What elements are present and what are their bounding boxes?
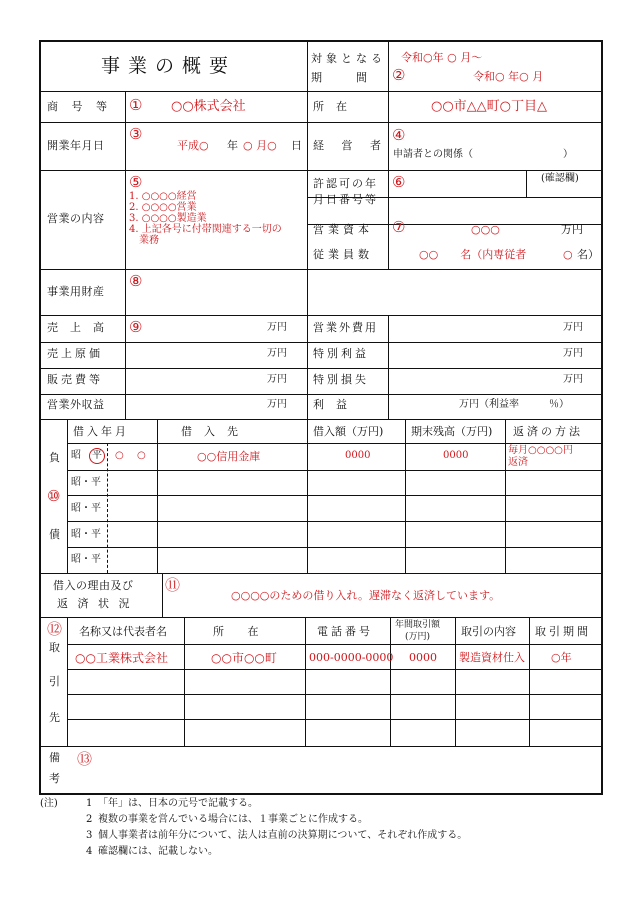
business-item: 1. ○○○○経営: [129, 191, 197, 202]
profit-unit: 万円（利益率 ％）: [459, 399, 569, 410]
debt-lender: ○○信用金庫: [197, 450, 261, 463]
period-to: 令和○ 年○ 月: [473, 70, 544, 83]
debt-month: ○: [115, 450, 124, 461]
capital-label: 営業資本: [313, 223, 373, 236]
extraordinary-loss-unit: 万円: [563, 374, 583, 385]
location-value: ○○市△△町○丁目△: [431, 99, 548, 114]
partners-header-phone: 電話番号: [317, 625, 373, 638]
capital-value: ○○○: [471, 223, 500, 236]
business-property-num: ⑧: [129, 272, 143, 290]
period-from: 令和○年 ○ 月～: [401, 51, 483, 64]
opening-date-label: 開業年月日: [47, 139, 105, 152]
confirm-column-label: (確認欄): [541, 173, 579, 184]
partners-side-label: 先: [49, 711, 61, 724]
remarks-label: 備: [49, 751, 61, 764]
partners-header-period: 取引期間: [535, 625, 591, 638]
partners-num: ⑫: [47, 620, 63, 638]
period-label-2: 期 間: [311, 71, 371, 84]
business-content-label: 営業の内容: [47, 212, 105, 225]
partners-header-annual-unit: (万円): [405, 632, 431, 642]
opening-date-day: 日: [291, 139, 302, 152]
opening-date-era: 平成○: [177, 139, 209, 152]
trade-name-label: 商 号 等: [47, 100, 112, 113]
note-number: 4: [86, 846, 93, 857]
employees-unit: 名）: [577, 248, 599, 261]
note-text: 複数の事業を営んでいる場合には、１事業ごとに作成する。: [98, 814, 368, 825]
opening-date-month: ○ 月○: [243, 139, 277, 152]
manager-relation: 申請者との関係（ ）: [393, 149, 573, 160]
extraordinary-gain-label: 特別利益: [313, 347, 369, 360]
license-label: 許認可の年: [313, 177, 378, 190]
debt-header-amount: 借入額（万円): [313, 425, 384, 438]
cost-of-sales-label: 売上原価: [47, 347, 103, 360]
borrowing-reason-label: 借入の理由及び: [53, 579, 134, 592]
borrowing-reason-label-2: 返 済 状 況: [57, 597, 133, 610]
note-text: 「年」は、日本の元号で記載する。: [98, 798, 258, 809]
debt-method: 毎月○○○○円: [508, 445, 573, 456]
partners-side-label: 引: [49, 675, 61, 688]
non-operating-expense-label: 営業外費用: [313, 321, 378, 334]
trade-name-num: ①: [129, 96, 143, 114]
debt-era-empty: 昭・平: [71, 477, 101, 488]
partner-location: ○○市○○町: [211, 651, 277, 665]
note-number: 3: [86, 830, 93, 841]
debt-era-showa: 昭: [71, 450, 81, 461]
employees-dedicated: ○: [563, 248, 573, 261]
debt-header-balance: 期末残高（万円): [411, 425, 493, 438]
note-text: 確認欄には、記載しない。: [98, 846, 218, 857]
debt-header-method: 返済の方法: [513, 425, 583, 438]
debt-side-label: 負: [49, 451, 61, 464]
debt-header-date: 借入年月: [73, 425, 129, 438]
debt-num: ⑩: [47, 487, 61, 505]
selling-expenses-label: 販売費等: [47, 373, 103, 386]
partner-annual-amount: 0000: [409, 651, 437, 664]
extraordinary-loss-label: 特別損失: [313, 373, 369, 386]
business-item: 2. ○○○○営業: [129, 202, 197, 213]
debt-era-empty: 昭・平: [71, 503, 101, 514]
extraordinary-gain-unit: 万円: [563, 348, 583, 359]
business-overview-form: [39, 40, 603, 795]
cost-of-sales-unit: 万円: [267, 348, 287, 359]
business-item: 3. ○○○○製造業: [129, 213, 207, 224]
profit-label: 利 益: [313, 398, 348, 411]
business-item: 業務: [139, 235, 159, 246]
opening-date-num: ③: [129, 125, 143, 143]
business-item: 4. 上記各号に付帯関連する一切の: [129, 224, 282, 235]
debt-side-label-2: 債: [49, 528, 61, 541]
selling-expenses-unit: 万円: [267, 374, 287, 385]
location-label: 所 在: [313, 100, 348, 113]
note-number: 1: [86, 798, 93, 809]
partner-phone: 000-0000-0000: [309, 651, 394, 664]
opening-date-year: 年: [227, 139, 238, 152]
partners-header-content: 取引の内容: [461, 625, 516, 638]
sales-unit: 万円: [267, 322, 287, 333]
business-property-label: 事業用財産: [47, 285, 105, 298]
sales-label: 売 上 高: [47, 321, 105, 334]
employees-label: 従業員数: [313, 248, 373, 261]
debt-era-heisei: 平: [89, 448, 105, 464]
remarks-num: ⑬: [77, 750, 93, 768]
manager-num: ④: [392, 126, 406, 144]
debt-balance: 0000: [443, 450, 469, 461]
debt-method-2: 返済: [508, 457, 528, 468]
note-text: 個人事業者は前年分について、法人は直前の決算期について、それぞれ作成する。: [98, 830, 468, 841]
notes-prefix: (注): [40, 798, 58, 809]
partner-content: 製造資材仕入: [459, 651, 525, 664]
partner-name: ○○工業株式会社: [75, 651, 168, 665]
debt-header-lender: 借 入 先: [181, 425, 239, 438]
partners-header-name: 名称又は代表者名: [79, 625, 167, 638]
capital-num: ⑦: [392, 218, 406, 236]
period-label: 対象となる: [311, 52, 386, 65]
non-operating-income-label: 営業外収益: [47, 398, 105, 411]
business-content-num: ⑤: [129, 173, 143, 191]
non-operating-expense-unit: 万円: [563, 322, 583, 333]
debt-amount: 0000: [345, 450, 371, 461]
remarks-label-2: 考: [49, 772, 61, 785]
manager-label: 経 営 者: [313, 139, 388, 152]
employees-value: ○○ 名（内専従者: [419, 248, 527, 261]
trade-name-value: ○○株式会社: [171, 99, 246, 114]
borrowing-reason-num: ⑪: [165, 576, 181, 594]
partners-side-label: 取: [49, 641, 61, 654]
partners-header-annual: 年間取引額: [395, 620, 441, 630]
debt-day: ○: [137, 450, 146, 461]
non-operating-income-unit: 万円: [267, 399, 287, 410]
capital-unit: 万円: [561, 223, 583, 236]
period-num: ②: [392, 66, 406, 84]
debt-era-empty: 昭・平: [71, 529, 101, 540]
sales-num: ⑨: [129, 318, 143, 336]
license-num: ⑥: [392, 173, 406, 191]
partner-period: ○年: [551, 651, 572, 664]
borrowing-reason-text: ○○○○のための借り入れ。遅滞なく返済しています。: [231, 589, 501, 602]
form-title: 事業の概要: [101, 55, 237, 77]
note-number: 2: [86, 814, 93, 825]
debt-era-empty: 昭・平: [71, 554, 101, 565]
partners-header-location: 所 在: [213, 625, 259, 638]
license-label-2: 月日番号等: [313, 193, 378, 206]
